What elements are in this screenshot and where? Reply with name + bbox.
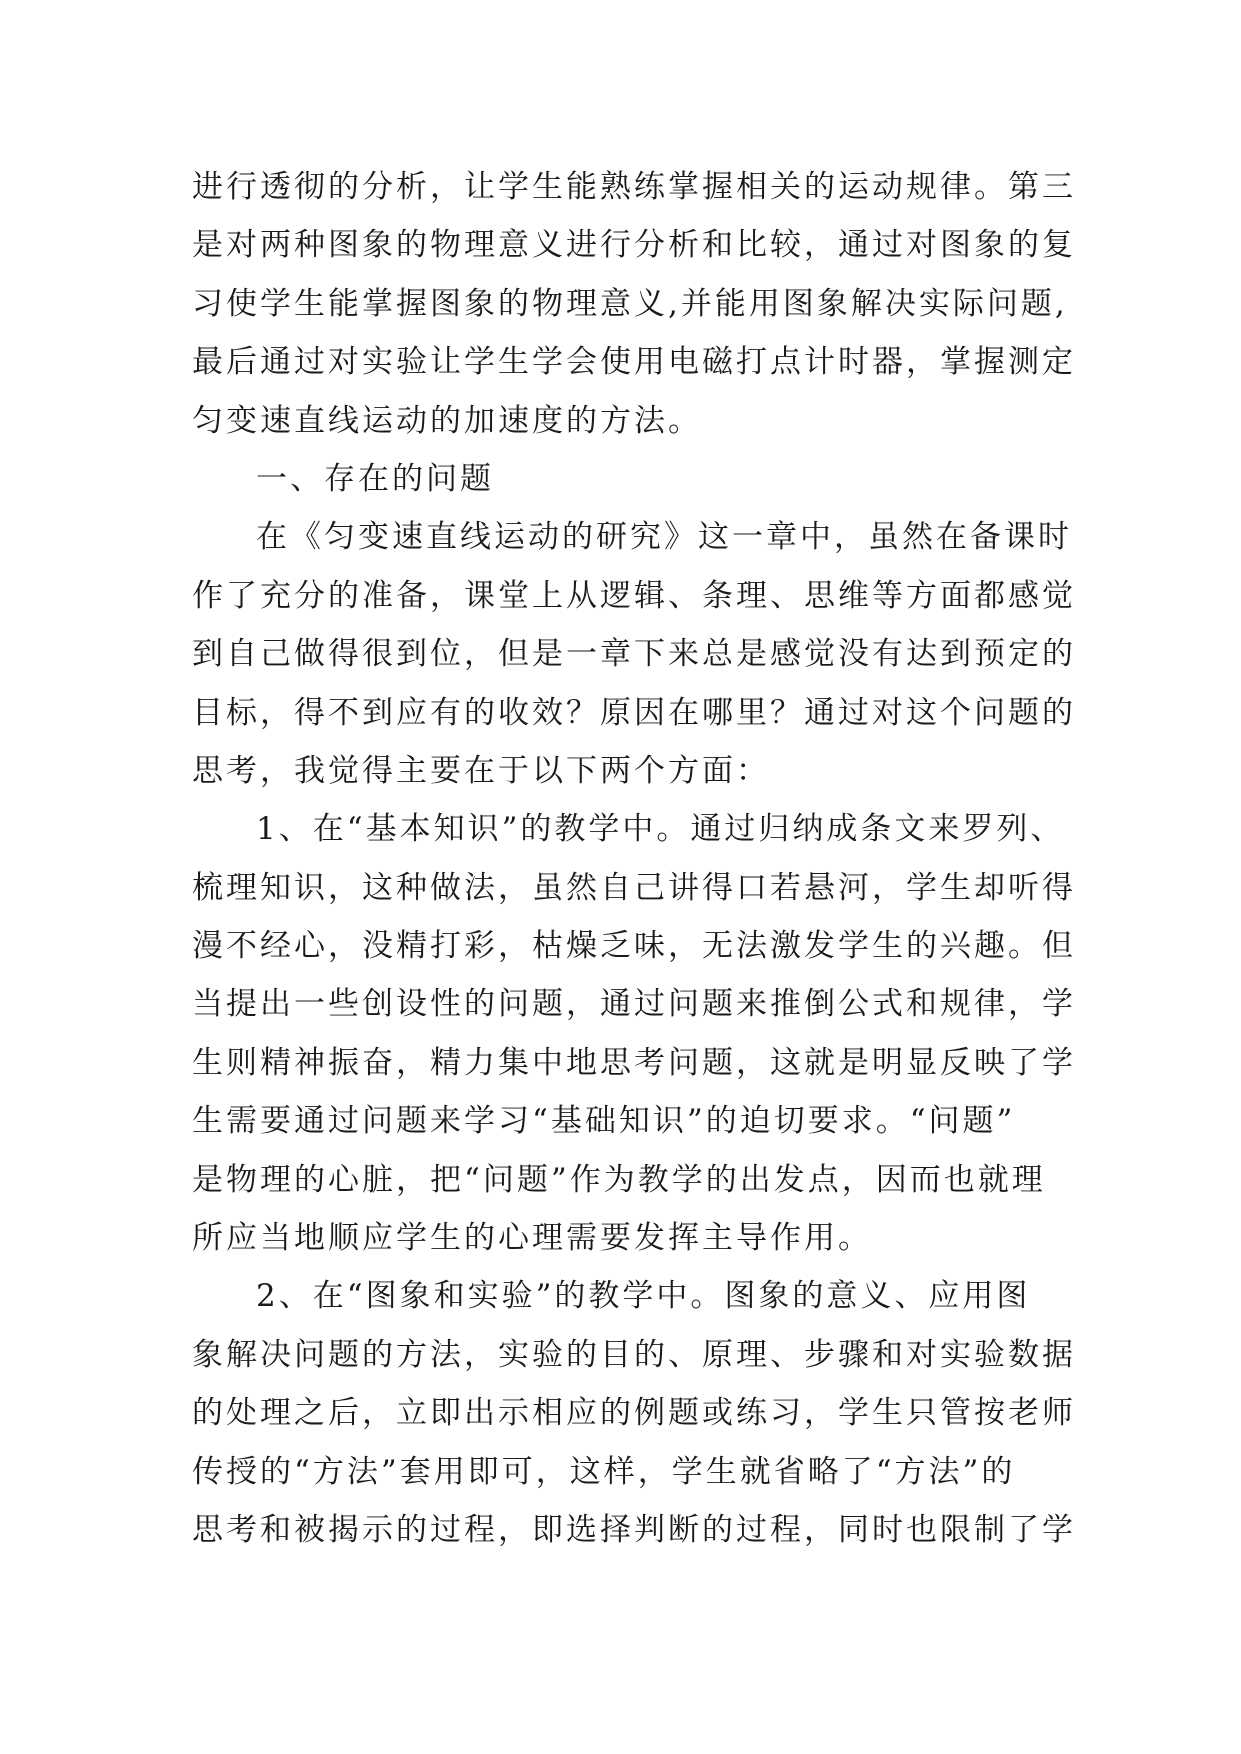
paragraph-start: 1、在“基本知识”的教学中。通过归纳成条文来罗列、 — [256, 811, 1065, 848]
text-line: 思考，我觉得主要在于以下两个方面： — [192, 752, 770, 789]
text-line: 所应当地顺应学生的心理需要发挥主导作用。 — [192, 1220, 872, 1257]
paragraph-start: 2、在“图象和实验”的教学中。图象的意义、应用图 — [256, 1278, 1031, 1315]
text-line: 梳理知识，这种做法，虽然自己讲得口若悬河，学生却听得 — [192, 869, 1076, 906]
text-line: 当提出一些创设性的问题，通过问题来推倒公式和规律，学 — [192, 986, 1076, 1023]
text-line: 漫不经心，没精打彩，枯燥乏味，无法激发学生的兴趣。但 — [192, 928, 1076, 965]
text-line: 生则精神振奋，精力集中地思考问题，这就是明显反映了学 — [192, 1044, 1076, 1081]
text-line: 是物理的心脏，把“问题”作为教学的出发点，因而也就理 — [192, 1161, 1046, 1198]
text-line: 的处理之后，立即出示相应的例题或练习，学生只管按老师 — [192, 1395, 1076, 1432]
section-heading: 一、存在的问题 — [256, 460, 494, 497]
text-line: 作了充分的准备，课堂上从逻辑、条理、思维等方面都感觉 — [192, 577, 1076, 614]
text-line: 生需要通过问题来学习“基础知识”的迫切要求。“问题” — [192, 1103, 1016, 1140]
text-line: 到自己做得很到位，但是一章下来总是感觉没有达到预定的 — [192, 636, 1076, 673]
text-line: 最后通过对实验让学生学会使用电磁打点计时器，掌握测定 — [192, 344, 1076, 381]
text-line: 象解决问题的方法，实验的目的、原理、步骤和对实验数据 — [192, 1336, 1076, 1373]
text-line: 匀变速直线运动的加速度的方法。 — [192, 402, 702, 439]
text-line: 是对两种图象的物理意义进行分析和比较，通过对图象的复 — [192, 227, 1076, 264]
text-line: 进行透彻的分析，让学生能熟练掌握相关的运动规律。第三 — [192, 169, 1076, 205]
text-line: 传授的“方法”套用即可，这样，学生就省略了“方法”的 — [192, 1453, 1016, 1490]
body-text — [192, 158, 1092, 1559]
text-line: 思考和被揭示的过程，即选择判断的过程，同时也限制了学 — [192, 1511, 1076, 1548]
text-line: 习使学生能掌握图象的物理意义,并能用图象解决实际问题, — [192, 285, 1068, 322]
paragraph-start: 在《匀变速直线运动的研究》这一章中，虽然在备课时 — [256, 519, 1072, 556]
text-line: 目标，得不到应有的收效？原因在哪里？通过对这个问题的 — [192, 694, 1076, 731]
